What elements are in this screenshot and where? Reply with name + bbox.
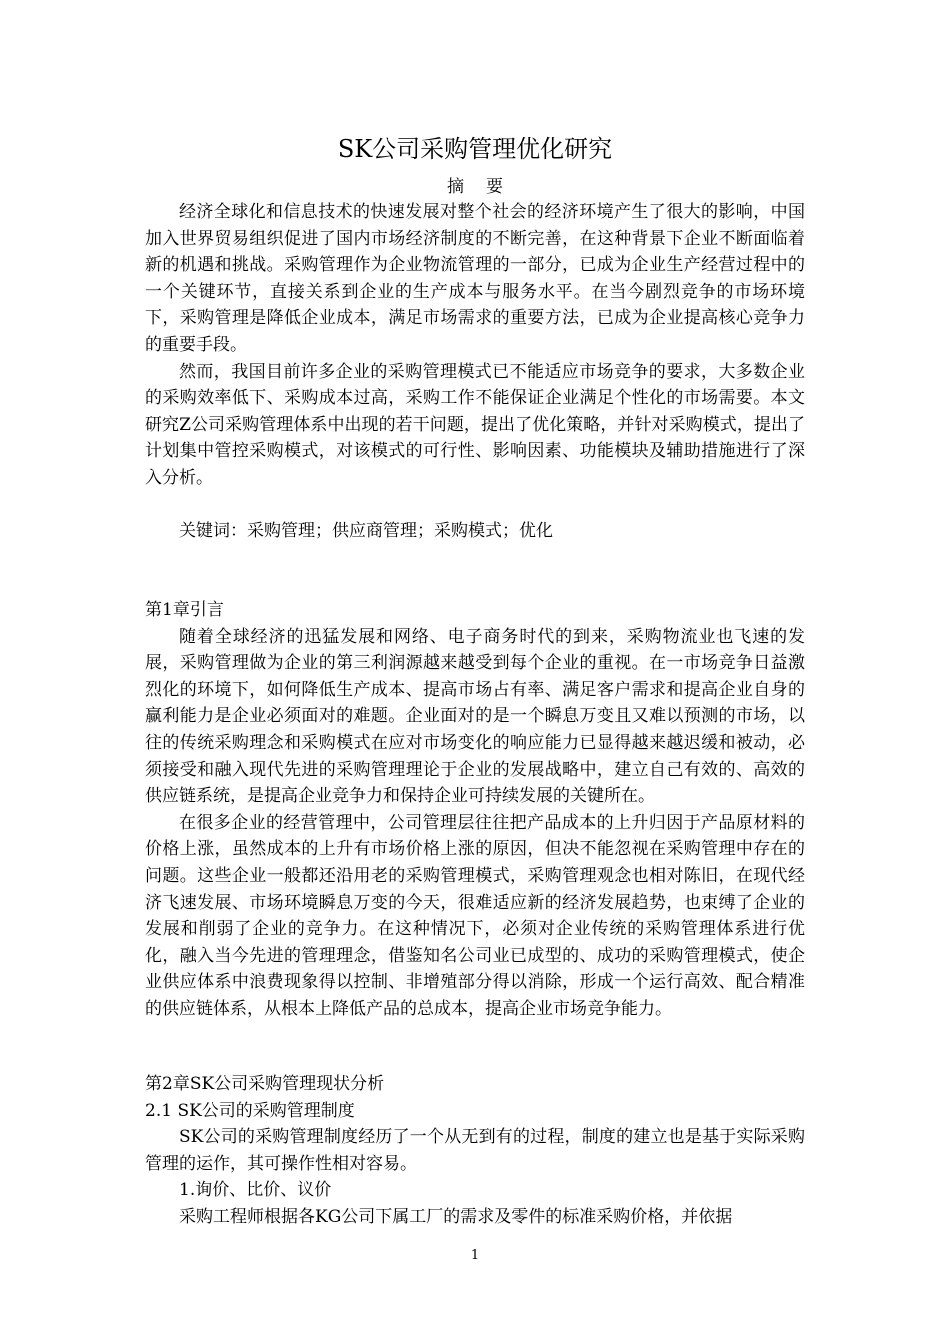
abstract-paragraph-2: 然而，我国目前许多企业的采购管理模式已不能适应市场竞争的要求，大多数企业的采购效率低下、采购成本过高，采购工作不能保证企业满足个性化的市场需要。本文研究Z公司采购管理体系中出现的若干问题，提出了优化策略，并针对采购模式，提出了计划集中管控采购模式，对该模式的可行性、影响因素、功能模块及辅助措施进行了深入分析。 [145, 361, 805, 488]
section-2-1-heading: 2.1 SK公司的采购管理制度 [145, 1100, 355, 1121]
chapter-1-paragraph-2: 在很多企业的经营管理中，公司管理层往往把产品成本的上升归因于产品原材料的价格上涨，虽然成本的上升有市场价格上涨的原因，但决不能忽视在采购管理中存在的问题。这些企业一般都还沿用老的采购管理模式，采购管理观念也相对陈旧，在现代经济飞速发展、市场环境瞬息万变的今天，很难适应新的经济发展趋势，也束缚了企业的发展和削弱了企业的竞争力。在这种情况下，必须对企业传统的采购管理体系进行优化，融入当今先进的管理理念，借鉴知名公司业已成型的、成功的采购管理模式，使企业供应体系中浪费现象得以控制、非增殖部分得以消除，形成一个运行高效、配合精准的供应链体系，从根本上降低产品的总成本，提高企业市场竞争能力。 [145, 812, 805, 1019]
chapter-2-heading: 第2章SK公司采购管理现状分析 [145, 1074, 385, 1094]
chapter-2-section [145, 1071, 805, 1231]
chapter-1-heading: 第1章引言 [145, 600, 224, 620]
list-item-heading: 1.询价、比价、议价 [179, 1180, 332, 1201]
list-item-text: 采购工程师根据各KG公司下属工厂的需求及零件的标准采购价格，并依据 [179, 1206, 733, 1227]
section-2-1-intro: SK公司的采购管理制度经历了一个从无到有的过程，制度的建立也是基于实际采购管理的运作，其可操作性相对容易。 [145, 1127, 805, 1174]
chapter-1-section [145, 597, 805, 1023]
document-title: SK公司采购管理优化研究 [337, 135, 613, 163]
abstract-paragraph-1: 经济全球化和信息技术的快速发展对整个社会的经济环境产生了很大的影响，中国加入世界贸易组织促进了国内市场经济制度的不断完善，在这种背景下企业不断面临着新的机遇和挑战。采购管理作为企业物流管理的一部分，已成为企业生产经营过程中的一个关键环节，直接关系到企业的生产成本与服务水平。在当今剧烈竞争的市场环境下，采购管理是降低企业成本，满足市场需求的重要方法，已成为企业提高核心竞争力的重要手段。 [145, 202, 805, 355]
keywords: 关键词：采购管理；供应商管理；采购模式；优化 [179, 520, 553, 541]
abstract-section [145, 199, 805, 544]
abstract-heading: 摘要 [447, 177, 525, 197]
page-number: 1 [470, 1248, 480, 1263]
chapter-1-paragraph-1: 随着全球经济的迅猛发展和网络、电子商务时代的到来，采购物流业也飞速的发展，采购管理做为企业的第三利润源越来越受到每个企业的重视。在一市场竞争日益激烈化的环境下，如何降低生产成本、提高市场占有率、满足客户需求和提高企业自身的赢利能力是企业必须面对的难题。企业面对的是一个瞬息万变且又难以预测的市场，以往的传统采购理念和采购模式在应对市场变化的响应能力已显得越来越迟缓和被动，必须接受和融入现代先进的采购管理理论于企业的发展战略中，建立自己有效的、高效的供应链系统，是提高企业竞争力和保持企业可持续发展的关键所在。 [145, 626, 805, 807]
